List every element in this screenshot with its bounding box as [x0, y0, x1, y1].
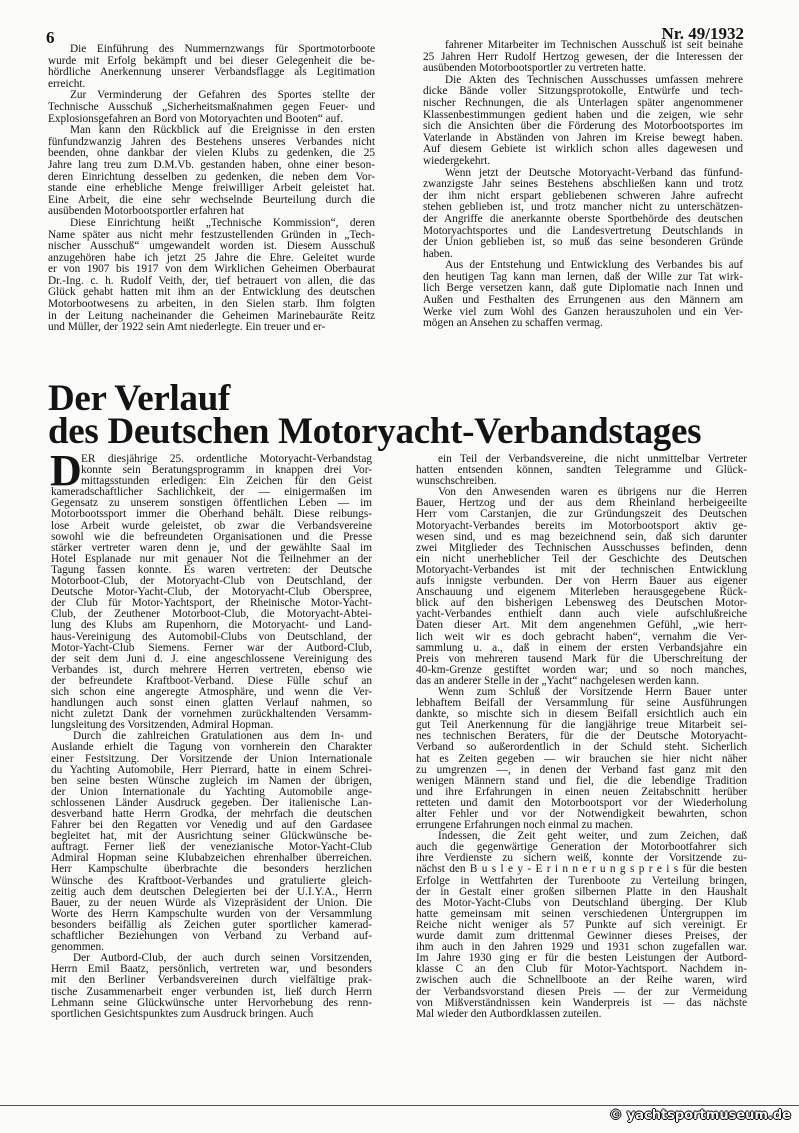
text-line: lung des Klubs am Rupenhorn, die Motoryacht- und Land- [51, 620, 372, 632]
text-line: lich Berge versetzen kann, daß gute Diplomatie nach Innen und [423, 283, 743, 295]
text-line: dankte, so mischte sich in diesem Beifall ersichtlich auch ein [416, 709, 747, 721]
text-line: Reiche nicht weniger als 57 Punkte auf sich vereinigt. Er [416, 919, 747, 931]
text-line: Klassenbestimmungen gedient haben und die zeigen, wie sehr [423, 109, 743, 121]
text-line: aufs innigste verbunden. Der von Herrn Bauer aus eigener [416, 576, 747, 588]
text-line: wesen sind, und es mag bezeichnend sein, daß sich darunter [416, 531, 747, 543]
text-line: wenigen Männern stand und fiel, die die lebendige Tradition [416, 775, 747, 787]
article-title-line-1: Der Verlauf [48, 378, 231, 419]
text-line: Verband so außerordentlich in der Schuld steht. Sicherlich [416, 742, 747, 754]
text-line: Eine Arbeit, die eine sehr wechselnde Beurteilung durch die [48, 194, 375, 206]
article-title-line-2: des Deutschen Motoryacht-Verbandstages [48, 411, 702, 452]
text-line: zu umgrenzen —, in denen der Verband fast ganz mit den [416, 764, 747, 776]
text-line: Durch die zahlreichen Gratulationen aus dem In- und [73, 731, 372, 743]
text-line: Aus der Entstehung und Entwicklung des Verbandes bis auf [445, 260, 743, 272]
text-line: Glück gehabt hatten mit ihm an der Entwicklung des deutschen [48, 287, 375, 299]
text-line: hördliche Anerkennung unserer Verbandsflagge als Legitimation [48, 67, 375, 79]
text-line: erreicht. [48, 78, 86, 90]
text-line: sich die Ansichten über die Förderung des Motorbootsportes im [423, 121, 743, 133]
text-line: Wünsche des Kraftboot-Verbandes und gratulierte gleich- [51, 875, 372, 887]
text-line: deren Einrichtung desselben zu gedenken, die neben dem Vor- [48, 171, 375, 183]
text-line: Vaterlande in Abständen von Jahren im Kreise bewegt haben. [423, 132, 743, 144]
text-line: Bauer, zu der neuen Würde als Vizepräsident der Union. Die [51, 897, 372, 909]
text-line: wurde mit Erfolg bekämpft und bei dieser Gelegenheit die be- [48, 55, 375, 67]
text-line: desverband hatte Herrn Grodka, der mehrfach die deutschen [51, 809, 372, 820]
text-line: Diese Einrichtung heißt „Technische Kommission“, deren [70, 217, 375, 229]
text-line: der Union Internationale du Yachting Automobile ange- [51, 786, 372, 798]
text-line: ausübenden Motorbootsportler erfahren hat [48, 206, 245, 218]
text-line: Werke viel zum Wohl des Ganzen herauszuholen und ein Ver- [423, 306, 743, 318]
text-line: blick auf den bisherigen Lebensweg des Deutschen Motor- [416, 598, 747, 610]
text-line: begleitet hat, mit der Ausrichtung seiner Glückwünsche be- [51, 831, 372, 843]
watermark: © yachtsportmuseum.de [609, 1108, 791, 1123]
text-line: Verbandes ist, durch mehrere Herren vertreten, ebenso wie [51, 664, 372, 676]
text-line: ER diesjährige 25. ordentliche Motoryacht-Verbandstag [81, 454, 372, 465]
text-line: wiedergekehrt. [423, 155, 491, 167]
text-line: lungsleitung des Vorsitzenden, Admiral Hopman. [51, 720, 274, 732]
text-line: der Club für Motor-Yachtsport, der Rheinische Motor-Yacht- [51, 598, 372, 610]
top-right-column [423, 40, 743, 330]
text-line: einer Festsitzung. Der Vorsitzende der Union Internationale [51, 753, 372, 765]
top-left-column [48, 44, 375, 334]
text-line: Wenn zum Schluß der Vorsitzende Herrn Bauer unter [438, 686, 747, 698]
text-line: Wenn jetzt der Deutsche Motoryacht-Verband das fünfund- [445, 167, 743, 179]
text-line: ihm auch in den Jahren 1929 und 1931 schon zugefallen war. [416, 942, 747, 954]
text-line: schaftlicher Beziehungen von Verband zu Verband auf- [51, 931, 372, 943]
text-line: ausübenden Motorbootsportler zu vertreten hatte. [423, 63, 647, 75]
text-line: Die Einführung des Nummernzwangs für Sportmotorboote [70, 44, 375, 55]
text-line: Name später aus nicht mehr festzustellenden Gründen in „Tech- [48, 229, 375, 241]
text-line: Club, der Zeuthener Motorboot-Club, die Motoryacht-Abtei- [51, 609, 372, 621]
text-line: Motoryacht-Verbandes ist mit der technischen Entwicklung [416, 564, 747, 576]
text-line: kameradschaftlicher Sachlichkeit, der — einigermaßen im [51, 487, 372, 499]
text-line: wunschschreiben. [416, 476, 497, 488]
text-line: zwei Mitglieder des Technischen Ausschusses befinden, denn [416, 542, 747, 554]
text-line: lebhaftem Beifall der Versammlung für seine Ausführungen [416, 698, 747, 710]
text-line: zwanzigste Jahr seines Bestehens abschließen kann und trotz [423, 179, 743, 191]
text-line: Tagung fassen konnte. Es waren vertreten: der Deutsche [51, 564, 372, 576]
text-line: nicht zuletzt Dank der vornehmen zurückhaltenden Versamm- [51, 709, 372, 721]
text-line: Motoryachtsportes und die Landesvertretung Deutschlands in [423, 225, 743, 237]
footer-rule [0, 1105, 799, 1106]
text-line: haben. [423, 248, 453, 260]
bottom-right-column [416, 454, 747, 1020]
text-line: der seit dem Juni d. J. eine angeschlossene Vereinigung des [51, 653, 372, 665]
text-line: mittagsstunden erledigen: Ein Zeichen für den Geist [81, 476, 372, 488]
text-line: Bauer, Hertzog und der aus dem Rheinland herbeigeeilte [416, 498, 747, 510]
text-line: Motorboot-Club, der Motoryacht-Club von Deutschland, der [51, 576, 372, 588]
text-line: ein Teil der Verbandsvereine, die nicht unmittelbar Vertreter [438, 454, 747, 465]
text-line: gut Teil Anerkennung für die langjährige treue Mitarbeit sei- [416, 720, 747, 732]
article-title [48, 378, 702, 452]
text-line: zeitig auch dem deutschen Delegierten bei der U.I.Y.A., Herrn [51, 886, 372, 898]
text-line: hat es Zeiten gegeben — wir brauchen sie hier nicht näher [416, 753, 747, 765]
page-number: 6 [46, 28, 55, 47]
text-line: schlossenen Länder Ausdruck gegeben. Der italienische Lan- [51, 797, 372, 809]
text-line: wurde damit zum drittenmal Gewinner dieses Preises, der [416, 931, 747, 943]
text-line: hatten entsenden können, sandten Telegramme und Glück- [416, 465, 747, 477]
text-line: und Müller, der 1922 sein Amt niederlegte. Ein treuer und er- [48, 322, 326, 334]
text-line: klasse C an den Club für Motor-Yachtsport. Nachdem in- [416, 964, 747, 976]
text-line: auch die gegenwärtige Generation der Motorbootfahrer sich [416, 842, 747, 854]
text-line: anzugehören habe ich jetzt 25 Jahre die Ehre. Geleitet wurde [48, 252, 375, 264]
text-line: das an anderer Stelle in der „Yacht“ nachgelesen werden kann. [416, 675, 700, 687]
text-line: Der Autbord-Club, der auch durch seinen Vorsitzenden, [73, 953, 372, 965]
text-line: der Verbandsvorstand diesen Preis — der zur Vermeidung [416, 986, 747, 998]
text-line: Anschauung und eigenem Miterleben herausgegebene Rück- [416, 587, 747, 599]
text-line: Jahre lang treu zum D.M.Vb. gestanden haben, ohne einer beson- [48, 159, 375, 171]
text-line: stehen geblieben ist, und trotz mancher nicht zu unterschätzen- [423, 202, 743, 214]
text-line: auftragt. Ferner ließ der venezianische Motor-Yacht-Club [51, 842, 372, 854]
text-line: Motoryacht-Verbandes bereits im Motorbootsport aktiv ge- [416, 520, 747, 532]
text-line: nes technischen Beraters, für die der Deutsche Motoryacht- [416, 731, 747, 743]
text-line: Preis von mehreren tausend Mark für die Überschreitung der [416, 653, 747, 665]
text-line: du Yachting Automobile, Herr Pierrard, hatte in einem Schrei- [51, 764, 372, 776]
text-line: lose Arbeit wurde geleistet, ob zwar die Verbandsvereine [51, 520, 372, 532]
text-line: nischer Rechnungen, die als Unterlagen später angenommener [423, 97, 743, 109]
bottom-left-column [50, 446, 372, 1020]
text-line: ein nicht unerheblicher Teil der Geschichte des Deutschen [416, 553, 747, 565]
text-line: hatte gemeinsam mit seinen verschiedenen Untergruppen im [416, 908, 747, 920]
text-line: dicke Bände voller Sitzungsprotokolle, Entwürfe und tech- [423, 86, 743, 98]
text-line: der ihm nicht erspart gebliebenen schweren Jahre aufrecht [423, 190, 743, 202]
text-line: der befreundete Kraftboot-Verband. Diese Fülle schuf an [51, 675, 372, 687]
text-line: tische Zusammenarbeit enger verbunden ist, ließ durch Herrn [51, 986, 372, 998]
text-line: Hotel Esplanade nur mit genauer Not die Teilnehmer an der [51, 553, 372, 565]
drop-cap: D [50, 446, 82, 495]
text-line: Die Akten des Technischen Ausschusses umfassen mehrere [445, 74, 743, 86]
text-line: Von den Anwesenden waren es übrigens nur die Herren [438, 487, 747, 499]
text-line: haus-Vereinigung des Automobil-Clubs von Deutschland, der [51, 631, 372, 643]
text-line: 40-km-Grenze gestiftet worden war; und so noch manches, [416, 664, 747, 676]
text-line: mögen an Ansehen zu schaffen vermag. [423, 318, 603, 330]
text-line: Motorbootwesens zu arbeiten, in den Sielen starb. Ihm folgten [48, 299, 375, 311]
text-line: alter Fehler und vor der Notwendigkeit bewahrten, schon [416, 809, 747, 820]
text-line: Lehmann seine Glückwünsche unter Hervorhebung des renn- [51, 997, 372, 1009]
text-line: Motorbootssport immer die Oberhand behält. Diese reibungs- [51, 509, 372, 521]
text-line: des Motor-Yacht-Clubs von Deutschland überging. Der Klub [416, 897, 747, 909]
text-line: sowohl wie die befreundeten Organisationen und die Presse [51, 531, 372, 543]
text-line: lich weit wir es doch gebracht haben“, vernahm die Ver- [416, 631, 747, 643]
issue-number: Nr. 49/1932 [661, 24, 744, 43]
text-line: er von 1907 bis 1917 von dem Wirklichen Geheimen Oberbaurat [48, 264, 375, 276]
text-line: Daten dieser Art. Mit dem angenehmen Gefühl, „wie herr- [416, 620, 747, 632]
text-line: der Union geblieben ist, so muß das seine besonderen Gründe [423, 237, 743, 249]
text-line: Worte des Herrn Kampschulte wurden von der Versammlung [51, 908, 372, 920]
text-line: nächst den B u s l e y - E r i n n e r u n g s p r e i s für die besten [416, 864, 747, 876]
text-line: 25 Jahren Herr Rudolf Hertzog gewesen, der die Interessen der [423, 51, 743, 63]
text-line: Zur Verminderung der Gefahren des Sportes stellte der [70, 90, 375, 102]
text-line: Herrn Emil Baatz, persönlich, vertreten war, und besonders [51, 964, 372, 976]
text-line: stande eine erhebliche Menge freiwilliger Arbeit geleistet hat. [48, 183, 375, 195]
text-line: Explosionsgefahren an Bord von Motoryachten und Booten“ auf. [48, 113, 343, 125]
text-line: der in Gestalt einer großen silbernen Platte in den Haushalt [416, 886, 747, 898]
text-line: beenden, ohne dankbar der vielen Klubs zu gedenken, die 25 [48, 148, 375, 160]
text-line: und ihre Erfahrungen in einen neuen Zeitabschnitt herüber [416, 786, 747, 798]
text-line: stärker vertreter waren denn je, und der gewählte Saal im [51, 542, 372, 554]
text-line: Herr vom Carstanjen, die zur Gründungszeit des Deutschen [416, 509, 747, 521]
text-line: der Angriffe die anerkannte oberste Sportbehörde des deutschen [423, 213, 743, 225]
text-line: Deutsche Motor-Yacht-Club, der Motoryacht-Club Oberspree, [51, 587, 372, 599]
text-line: in der Leitung nacheinander die Geheimen Marinebauräte Reitz [48, 310, 375, 322]
text-line: Technische Ausschuß „Sicherheitsmaßnahmen gegen Feuer- und [48, 101, 375, 113]
text-line: Erfolge in Wettfahrten der Turenboote zu Verteilung bringen, [416, 875, 747, 887]
text-line: Im Jahre 1930 ging er für die besten Leistungen der Autbord- [416, 953, 747, 965]
text-line: von Mißverständnissen kein Wanderpreis ist — das nächste [416, 997, 747, 1009]
text-line: konnte sein Beratungsprogramm in knappen drei Vor- [81, 465, 372, 477]
text-line: sich schon eine angeregte Atmosphäre, und wenn die Ver- [51, 686, 372, 698]
text-line: Dr.-Ing. c. h. Rudolf Veith, der, tief betrauert von allen, die das [48, 275, 375, 287]
text-line: fahrener Mitarbeiter im Technischen Ausschuß ist seit beinahe [445, 40, 743, 51]
text-line: den heutigen Tag kann man lernen, daß der Wille zur Tat wirk- [423, 271, 743, 283]
text-line: besonders beifällig als Zeichen guter sportlicher kamerad- [51, 919, 372, 931]
text-line: Auf diesem Gebiete ist wirklich schon alles dagewesen und [423, 144, 743, 156]
text-line: ben seine besten Wünsche zugleich im Namen der übrigen, [51, 775, 372, 787]
text-line: retteten und damit den Motorbootsport vor der Wiederholung [416, 797, 747, 809]
text-line: Mal wieder den Autbordklassen zuteilen. [416, 1008, 602, 1020]
text-line: yacht-Verbandes enthielt dann auch viele aufschlußreiche [416, 609, 747, 621]
text-line: Indessen, die Zeit geht weiter, und zum Zeichen, daß [438, 831, 747, 843]
text-line: sportlichen Gesichtspunktes zum Ausdruck bringen. Auch [51, 1008, 314, 1020]
text-line: Außen und Festhalten des Errungenen aus den Männern am [423, 295, 743, 307]
text-line: sammlung u. a., daß in einem der ersten Verbandsjahre ein [416, 642, 747, 654]
text-line: Motor-Yacht-Club Siemens. Ferner war der Autbord-Club, [51, 642, 372, 654]
text-line: Fahrer bei den Regatten vor Venedig und auf den Gardasee [51, 820, 372, 832]
text-line: Admiral Hopman seine Klubabzeichen ehrenhalber überreichen. [51, 853, 372, 865]
text-line: fünfundzwanzig Jahren des Bestehens unseres Verbandes nicht [48, 136, 375, 148]
text-line: Gegensatz zu unserem sonstigen öffentlichen Leben — im [51, 498, 372, 510]
text-line: Man kann den Rückblick auf die Ereignisse in den ersten [70, 125, 375, 137]
text-line: nischer Ausschuß“ umgewandelt worden ist. Diesem Ausschuß [48, 241, 375, 253]
text-line: zwischen auch die Schnellboote an der Reihe waren, wird [416, 975, 747, 987]
text-line: errungene Erfahrungen noch einmal zu machen. [416, 820, 634, 832]
text-line: ihre Verdienste zu sichern weiß, konnte der Vorsitzende zu- [416, 853, 747, 865]
text-line: genommen. [51, 942, 105, 954]
text-line: Auslande erhielt die Tagung von vornherein den Charakter [51, 742, 372, 754]
text-line: handlungen auch sonst einen glatten Verlauf nahmen, so [51, 698, 372, 710]
text-line: mit den Berliner Verbandsvereinen durch vielfältige prak- [51, 975, 372, 987]
text-line: Herr Kampschulte überbrachte die besonders herzlichen [51, 864, 372, 876]
